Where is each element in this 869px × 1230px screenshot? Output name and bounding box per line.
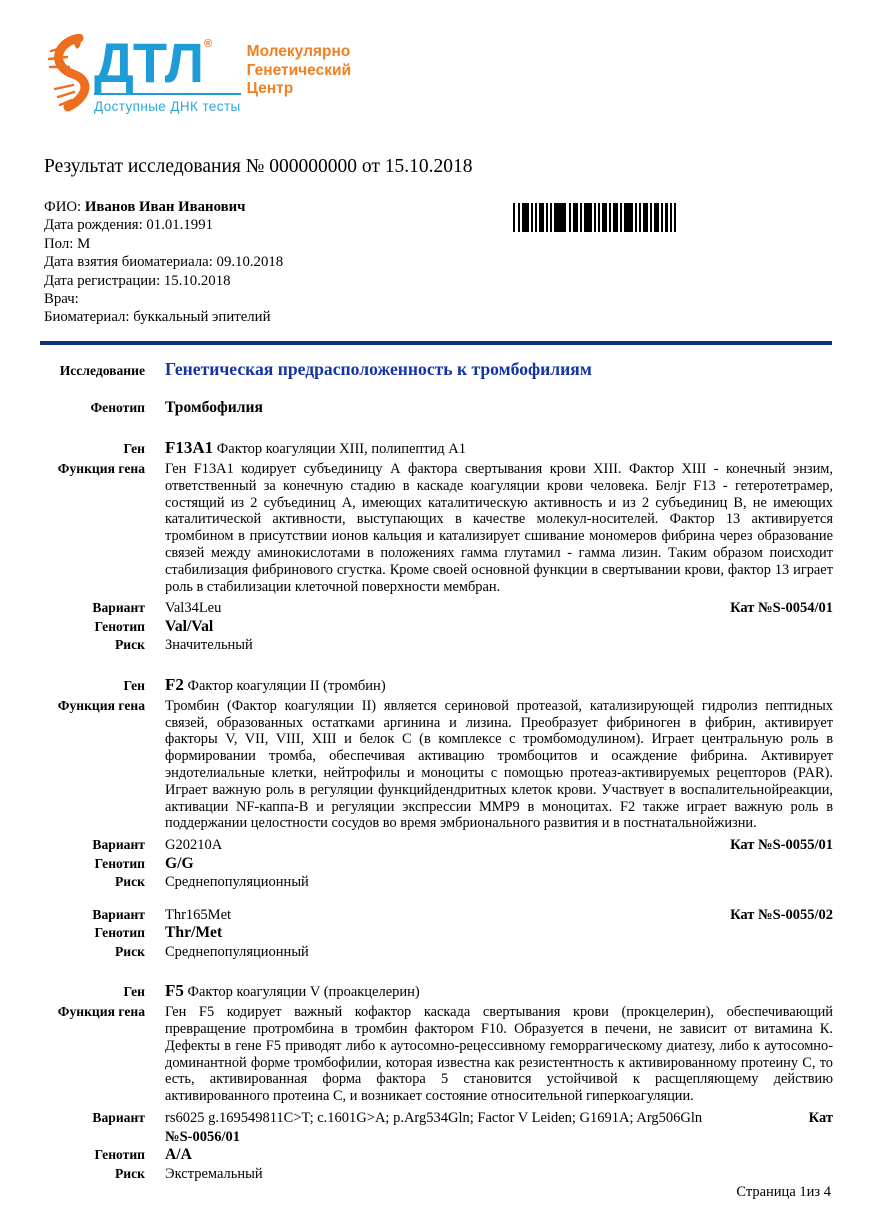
genotype-row	[44, 1146, 833, 1165]
variant-group	[44, 1109, 833, 1183]
patient-row	[44, 216, 283, 234]
gene-name: F5	[165, 981, 184, 1001]
genotype-row	[44, 924, 833, 943]
patient-row	[44, 235, 283, 253]
catalog-number: Кат №S-0055/02	[730, 906, 833, 923]
divider-rule	[40, 341, 832, 345]
patient-name: Иванов Иван Иванович	[84, 199, 246, 215]
field-label: Биоматериал:	[44, 309, 130, 326]
field-value: М	[77, 235, 91, 252]
gene-function-text: Ген F5 кодирует важный кофактор каскада свертывания крови (прокцелерин), обеспечивающий превращение протромбина в тромбин фактором F10. Образуется в печени, не зависит от витамина К. Дефекты в гене F5 приводят либо к аутосомно-рецессивному геморрагическому диатезу, либо к аутосомно-доминантной форме тромбофилии, которая известна как резистентность к активированному протеину С, то есть, активированная форма фактора 5 становится устойчивой к расщепляющему действию активированного протеина С, и возникает состояние относительной гиперкоагуляции.	[165, 1004, 833, 1105]
variant-row	[44, 836, 833, 855]
gene-function-row	[44, 697, 833, 832]
patient-info	[44, 198, 283, 327]
field-label: Дата рождения:	[44, 217, 143, 234]
risk-row	[44, 636, 833, 655]
variant-line	[165, 1109, 833, 1128]
page-number: Страница 1из 4	[736, 1184, 831, 1200]
variant-group	[44, 599, 833, 655]
variant-value: Thr165Met	[165, 906, 232, 923]
risk-value: Среднепопуляционный	[165, 943, 309, 960]
gene-header-row	[44, 980, 833, 1003]
gene-function-label: Функция гена	[57, 1004, 145, 1020]
risk-label: Риск	[114, 637, 145, 653]
risk-label: Риск	[114, 943, 145, 959]
gene-section-f2	[44, 674, 833, 961]
variant-row	[44, 599, 833, 618]
field-label: Пол:	[44, 235, 74, 252]
study-label: Исследование	[59, 363, 145, 378]
gene-name: F2	[165, 674, 184, 694]
patient-row-fio	[44, 198, 283, 216]
risk-row	[44, 943, 833, 962]
variant-value: rs6025 g.169549811C>T; c.1601G>A; p.Arg534Gln; Factor V Leiden; G1691A; Arg506Gln	[165, 1110, 703, 1127]
catalog-number: №S-0056/01	[165, 1128, 240, 1145]
risk-label: Риск	[114, 1165, 145, 1181]
catalog-number: Кат №S-0055/01	[730, 837, 833, 854]
study-value: Генетическая предрасположенность к тромбофилиям	[165, 359, 592, 379]
patient-row	[44, 308, 283, 326]
gene-header-row	[44, 674, 833, 697]
catalog-number: Кат №S-0054/01	[730, 600, 833, 617]
variant-multiline	[165, 1109, 833, 1146]
report-content	[44, 352, 833, 1183]
field-value: 09.10.2018	[216, 254, 284, 271]
genotype-label: Генотип	[94, 925, 145, 941]
genotype-row	[44, 855, 833, 874]
gene-title: Фактор коагуляции II (тромбин)	[187, 677, 386, 694]
field-label: ФИО:	[44, 199, 82, 215]
logo-subtitle-line: Молекулярно	[246, 43, 351, 60]
field-label: Дата взятия биоматериала:	[44, 254, 213, 271]
gene-title-line	[165, 437, 833, 460]
patient-row	[44, 253, 283, 271]
patient-row	[44, 290, 283, 308]
genotype-value: Thr/Met	[165, 924, 223, 942]
gene-function-row	[44, 460, 833, 595]
phenotype-row	[44, 397, 833, 418]
variant-line	[165, 906, 833, 925]
variant-value: G20210A	[165, 837, 223, 854]
variant-label: Вариант	[92, 1110, 145, 1126]
logo-tagline-wrap	[94, 93, 241, 116]
gene-title-line	[165, 980, 833, 1003]
logo-subtitle-line: Генетический	[246, 61, 352, 79]
gene-label: Ген	[123, 984, 145, 1000]
logo-subtitle	[247, 43, 351, 99]
catalog-number-prefix: Кат	[808, 1110, 833, 1127]
registered-mark-icon: ®	[204, 38, 213, 50]
gene-title: Фактор коагуляции XIII, полипептид А1	[216, 441, 466, 457]
report-title: Результат исследования № 000000000 от 15.10.2018	[44, 156, 473, 177]
genotype-label: Генотип	[94, 855, 145, 871]
gene-title-line	[165, 674, 833, 697]
variant-value: Val34Leu	[165, 600, 222, 617]
risk-value: Значительный	[165, 637, 253, 654]
gene-label: Ген	[123, 441, 145, 456]
gene-section-f13a1	[44, 437, 833, 655]
field-label: Дата регистрации:	[44, 272, 161, 289]
gene-title: Фактор коагуляции V (проакцелерин)	[187, 984, 420, 1001]
risk-value: Среднепопуляционный	[165, 874, 309, 891]
field-value: 01.01.1991	[146, 217, 213, 234]
variant-label: Вариант	[92, 837, 145, 853]
variant-row	[44, 906, 833, 925]
gene-label: Ген	[123, 677, 145, 693]
field-label: Врач:	[44, 291, 79, 308]
genotype-value: G/G	[165, 854, 194, 872]
gene-function-text: Ген F13A1 кодирует субъединицу А фактора свертывания крови XIII. Фактор XIII - конечный энзим, ответственный за конечную стадию в каскаде коагуляции крови человека. Белjr F13 - гетеротетрамер, состящий из 2 субъединиц А, имеющих каталитическую активность и из 2 субъединиц В, не имеющих каталитической активности, выступающих в качестве молекул-носителей. Фактор 13 активируется тромбином в присутствии ионов кальция и катализирует сшивание мономеров фибрина через образование связей между аминокислотами в положениях гамма глутамил - гамма лизин. Таким образом поисходит стабилизация фибринового сгустка. Кроме своей основной функции в свертывании крови, фактор 13 играет роль в стабилизации клеточной поверхности мембран.	[165, 461, 833, 595]
genotype-label: Генотип	[94, 1147, 145, 1163]
field-value: 15.10.2018	[163, 272, 231, 289]
genotype-value: A/A	[165, 1146, 192, 1164]
phenotype-value: Тромбофилия	[165, 399, 263, 416]
patient-row	[44, 272, 283, 290]
risk-value: Экстремальный	[165, 1165, 263, 1182]
variant-row	[44, 1109, 833, 1146]
variant-line	[165, 836, 833, 855]
risk-row	[44, 873, 833, 892]
barcode	[513, 203, 676, 232]
variant-label: Вариант	[92, 600, 145, 616]
logo-subtitle-line: Центр	[246, 80, 294, 97]
genotype-row	[44, 618, 833, 637]
genotype-label: Генотип	[94, 618, 145, 634]
variant-line	[165, 599, 833, 618]
gene-function-text: Тромбин (Фактор коагуляции II) является сериновой протеазой, катализирующей гидролиз пептидных связей, образованных остатками аргинина и лизина. Преобразует фибриноген в фибрин, активирует факторы V, VII, VIII, XIII и белок С (в комплексе с тромбомодулином). Играет центральную роль в формировании тромба, обеспечивая активацию тромбоцитов и осаждение фибрина. Активирует эндотелиальные клетки, нейтрофилы и моноциты с помощью протеаз-активируемых рецепторов (PAR). Играет важную роль в регуляции функцийдендритных клеток крови. Участвует в воспалительнойреакции, активации NF-каппа-B и регуляции экспрессии MMP9 в моноцитах. F2 также играет важную роль в поддержании целостности сосудов во время эмбрионального развития и в постнатальнойжизни.	[165, 697, 833, 832]
gene-header-row	[44, 437, 833, 460]
variant-label: Вариант	[92, 906, 145, 922]
gene-function-row	[44, 1003, 833, 1105]
variant-group	[44, 836, 833, 892]
dna-helix-icon	[46, 34, 92, 114]
logo-tagline: Доступные ДНК тесты	[94, 99, 241, 114]
risk-label: Риск	[114, 874, 145, 890]
gene-section-f5	[44, 980, 833, 1183]
gene-name: F13A1	[165, 438, 214, 457]
genotype-value: Val/Val	[165, 617, 214, 635]
gene-function-label: Функция гена	[57, 461, 145, 476]
brand-text: ДТЛ	[94, 31, 203, 94]
variant-group	[44, 906, 833, 962]
gene-function-label: Функция гена	[57, 697, 145, 713]
study-row	[44, 358, 833, 380]
dtl-logo	[46, 31, 352, 116]
risk-row	[44, 1165, 833, 1184]
phenotype-label: Фенотип	[90, 400, 145, 415]
field-value: буккальный эпителий	[133, 309, 271, 326]
